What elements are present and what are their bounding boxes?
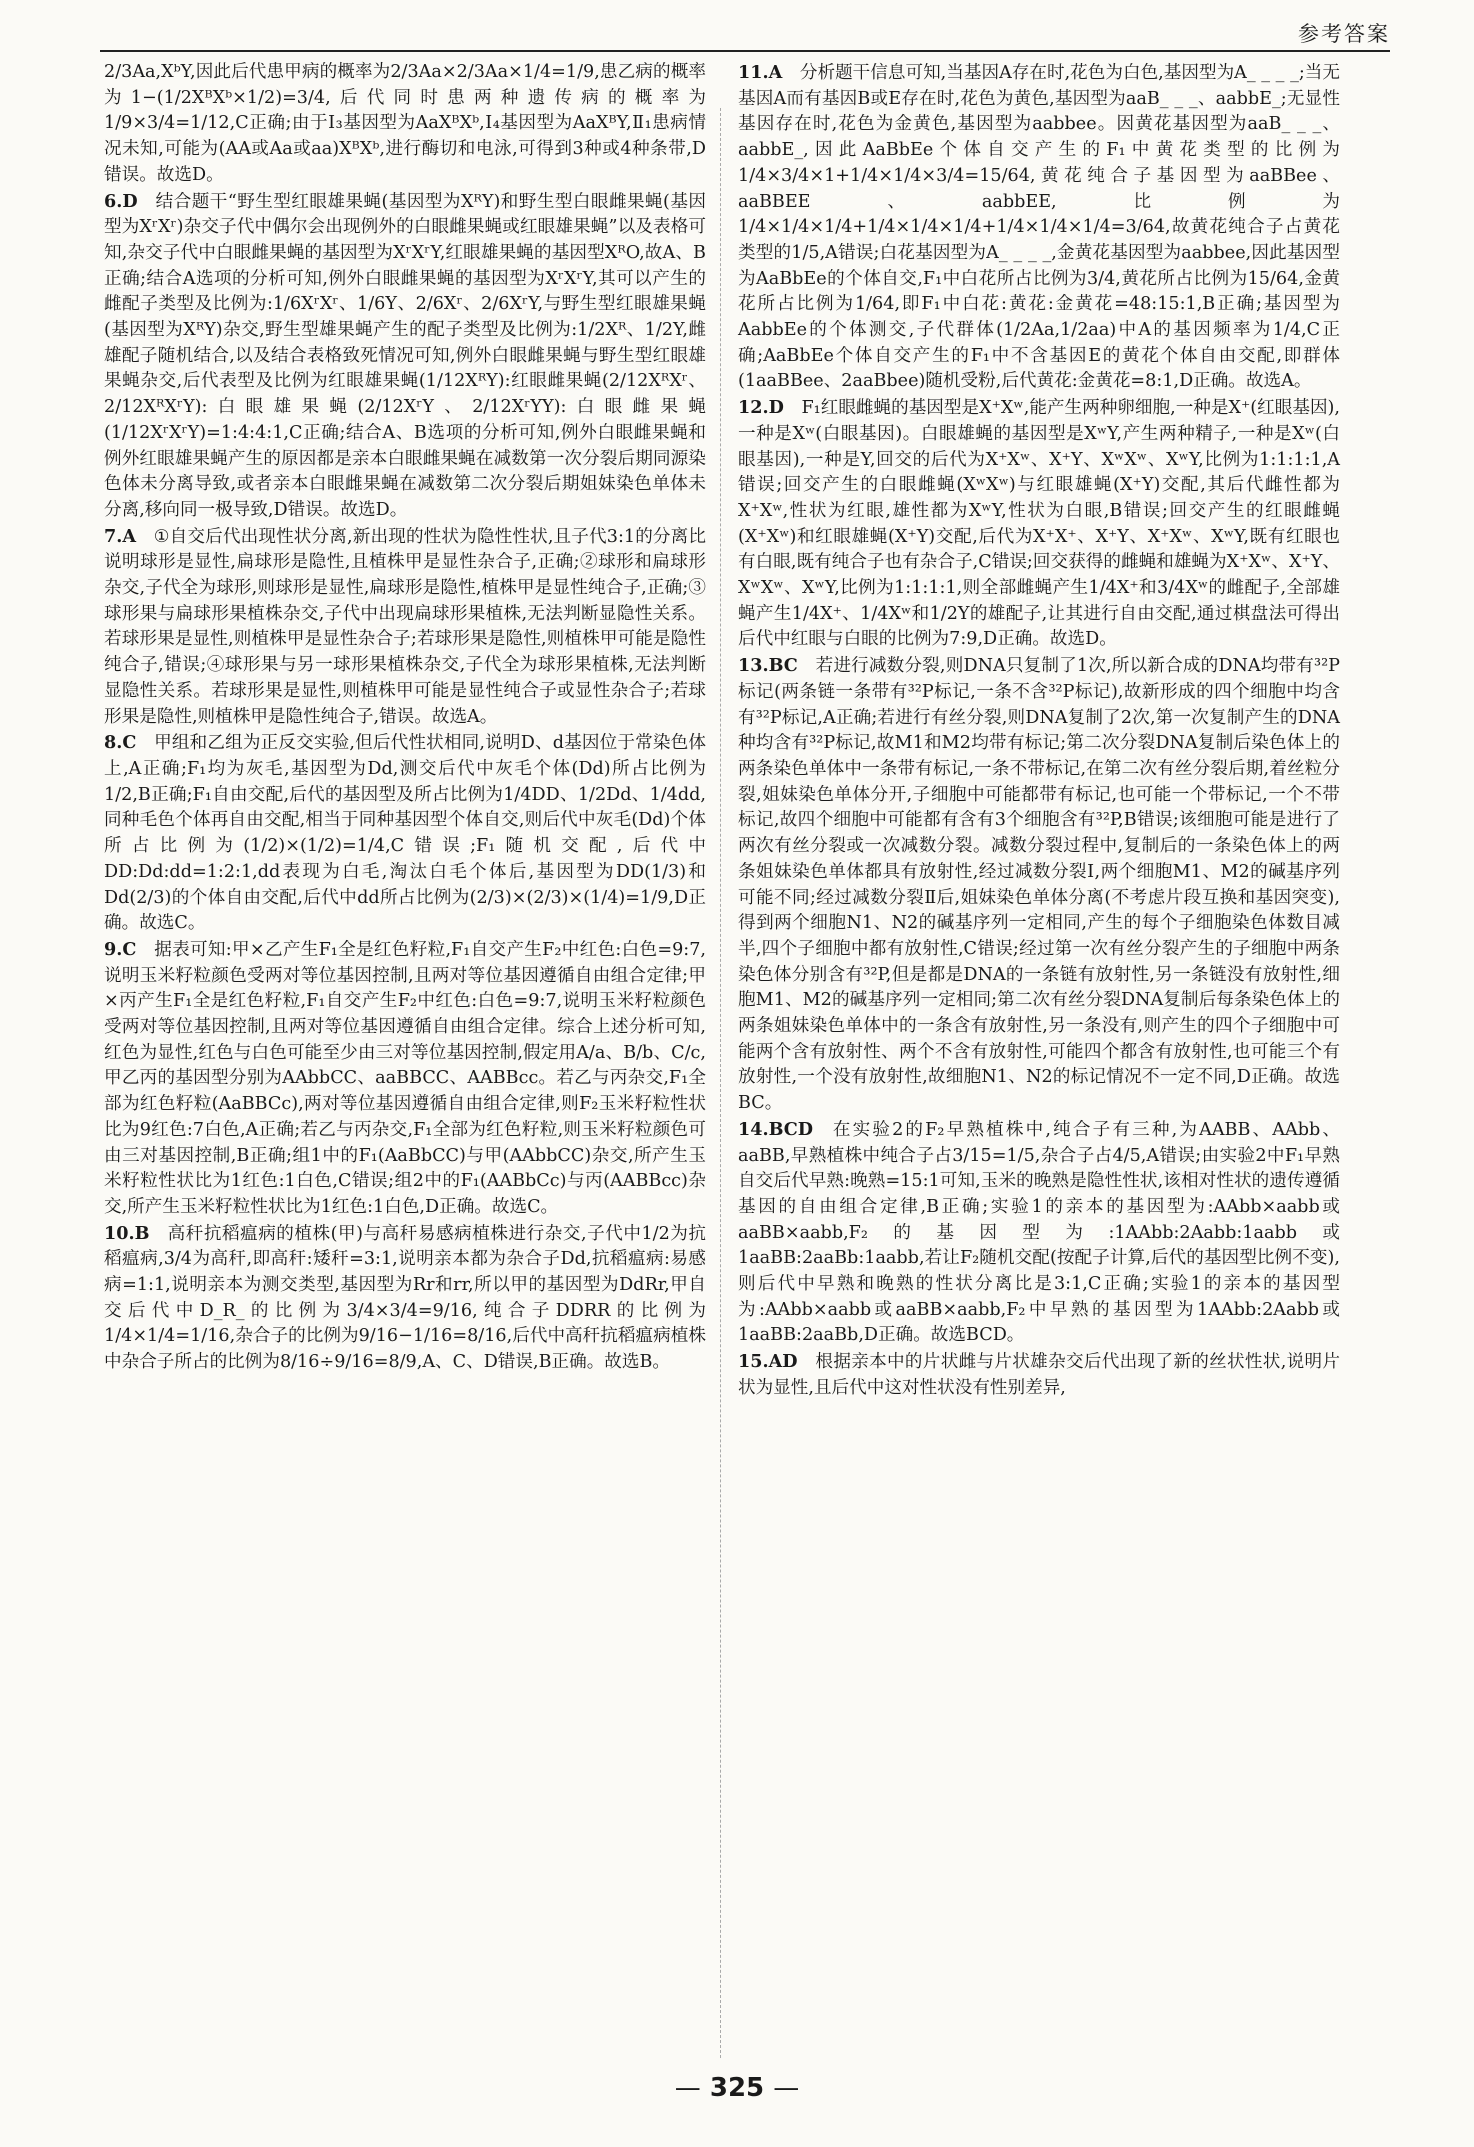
answer-text: 根据亲本中的片状雌与片状雄杂交后代出现了新的丝状性状,说明片状为显性,且后代中这对性状没有性别差异, (738, 1352, 1340, 1398)
right-answer-list (738, 60, 1340, 1402)
answer-label: 13.BC (738, 655, 798, 677)
answer-text: ①自交后代出现性状分离,新出现的性状为隐性性状,且子代3:1的分离比说明球形是显性,扁球形是隐性,且植株甲是显性杂合子,正确;②球形和扁球形杂交,子代全为球形,则球形是显性,扁球形是隐性,植株甲是显性纯合子,正确;③球形果与扁球形果植株杂交,子代中出现扁球形果植株,无法判断显隐性关系。若球形果是显性,则植株甲是显性杂合子;若球形果是隐性,则植株甲可能是隐性纯合子,错误;④球形果与另一球形果植株杂交,子代全为球形果植株,无法判断显隐性关系。若球形果是显性,则植株甲可能是显性纯合子或显性杂合子;若球形果是隐性,则植株甲是隐性纯合子,错误。故选A。 (104, 526, 706, 727)
answer-item (738, 1117, 1340, 1349)
answer-text: 分析题干信息可知,当基因A存在时,花色为白色,基因型为A_ _ _ _;当无基因A而有基因B或E存在时,花色为黄色,基因型为aaB_ _ _、aabbE_;无显性基因存在时,花色为金黄色,基因型为aabbee。因黄花基因型为aaB_ _ _、aabbE_,因此AaBbEe个体自交产生的F₁中黄花类型的比例为1/4×3/4×1+1/4×1/4×3/4=15/64,黄花纯合子基因型为aaBBee、aaBBEE、aabbEE,比例为1/4×1/4×1/4+1/4×1/4×1/4+1/4×1/4×1/4=3/64,故黄花纯合子占黄花类型的1/5,A错误;白花基因型为A_ _ _ _,金黄花基因型为aabbee,因此基因型为AaBbEe的个体自交,F₁中白花所占比例为3/4,黄花所占比例为15/64,金黄花所占比例为1/64,即F₁中白花:黄花:金黄花=48:15:1,B正确;基因型为AabbEe的个体测交,子代群体(1/2Aa,1/2aa)中A的基因频率为1/4,C正确;AaBbEe个体自交产生的F₁中不含基因E的黄花个体自由交配,即群体(1aaBBee、2aaBbee)随机受粉,后代黄花:金黄花=8:1,D正确。故选A。 (738, 63, 1340, 392)
answer-label: 8.C (104, 732, 137, 754)
answer-label: 9.C (104, 938, 137, 960)
answer-item (104, 937, 706, 1221)
column-divider (720, 108, 721, 2058)
answer-label: 14.BCD (738, 1118, 814, 1140)
answer-text: 结合题干“野生型红眼雄果蝇(基因型为XᴿY)和野生型白眼雌果蝇(基因型为XʳXʳ)杂交子代中偶尔会出现例外的白眼雌果蝇或红眼雄果蝇”以及表格可知,杂交子代中白眼雌果蝇的基因型为XʳXʳY,红眼雄果蝇的基因型XᴿO,故A、B正确;结合A选项的分析可知,例外白眼雌果蝇的基因型为XʳXʳY,其可以产生的雌配子类型及比例为:1/6XʳXʳ、1/6Y、2/6Xʳ、2/6XʳY,与野生型红眼雄果蝇(基因型为XᴿY)杂交,野生型雄果蝇产生的配子类型及比例为:1/2Xᴿ、1/2Y,雌雄配子随机结合,以及结合表格致死情况可知,例外白眼雌果蝇与野生型红眼雄果蝇杂交,后代表型及比例为红眼雄果蝇(1/12XᴿY):红眼雌果蝇(2/12XᴿXʳ、2/12XᴿXʳY):白眼雄果蝇(2/12XʳY、2/12XʳYY):白眼雌果蝇(1/12XʳXʳY)=1:4:4:1,C正确;结合A、B选项的分析可知,例外白眼雌果蝇和例外红眼雄果蝇产生的原因都是亲本白眼雌果蝇在减数第一次分裂后期同源染色体未分离导致,或者亲本白眼雌果蝇在减数第二次分裂后期姐妹染色单体未分离,移向同一极导致,D错误。故选D。 (104, 191, 706, 520)
answer-label: 10.B (104, 1222, 150, 1244)
running-header: 参考答案 (1298, 22, 1390, 46)
answer-item (104, 524, 706, 731)
answer-item (104, 1221, 706, 1376)
answer-label: 15.AD (738, 1351, 798, 1373)
intro-paragraph: 2/3Aa,XᵇY,因此后代患甲病的概率为2/3Aa×2/3Aa×1/4=1/9,患乙病的概率为1−(1/2XᴮXᵇ×1/2)=3/4,后代同时患两种遗传病的概率为1/9×3/4=1/12,C正确;由于Ⅰ₃基因型为AaXᴮXᵇ,Ⅰ₄基因型为AaXᴮY,Ⅱ₁患病情况未知,可能为(AA或Aa或aa)XᴮXᵇ,进行酶切和电泳,可得到3种或4种条带,D错误。故选D。 (104, 62, 706, 185)
answer-text: 在实验2的F₂早熟植株中,纯合子有三种,为AABB、AAbb、aaBB,早熟植株中纯合子占3/15=1/5,杂合子占4/5,A错误;由实验2中F₁早熟自交后代早熟:晚熟=15:1可知,玉米的晚熟是隐性性状,该相对性状的遗传遵循基因的自由组合定律,B正确;实验1的亲本的基因型为:AAbb×aabb或aaBB×aabb,F₂的基因型为:1AAbb:2Aabb:1aabb或1aaBB:2aaBb:1aabb,若让F₂随机交配(按配子计算,后代的基因型比例不变),则后代中早熟和晚熟的性状分离比是3:1,C正确;实验1的亲本的基因型为:AAbb×aabb或aaBB×aabb,F₂中早熟的基因型为1AAbb:2Aabb或1aaBB:2aaBb,D正确。故选BCD。 (738, 1119, 1340, 1346)
right-column (738, 60, 1340, 1402)
answer-label: 11.A (738, 62, 783, 83)
answer-label: 6.D (104, 190, 138, 212)
answer-label: 12.D (738, 397, 784, 419)
answer-item (738, 1349, 1340, 1401)
page-number-text: 325 (709, 2073, 765, 2103)
answer-text: 若进行减数分裂,则DNA只复制了1次,所以新合成的DNA均带有³²P标记(两条链一条带有³²P标记,一条不含³²P标记),故新形成的四个细胞中均含有³²P标记,A正确;若进行有丝分裂,则DNA复制了2次,第一次复制产生的DNA种均含有³²P标记,故M1和M2均带有标记;第二次分裂DNA复制后染色体上的两条染色单体中一条带有标记,一条不带标记,在第二次有丝分裂后期,着丝粒分裂,姐妹染色单体分开,子细胞中可能都带有标记,也可能一个带标记,一个不带标记,故四个细胞中可能都有含有3个细胞含有³²P,B错误;该细胞可能是进行了两次有丝分裂或一次减数分裂。减数分裂过程中,复制后的一条染色体上的两条姐妹染色单体都具有放射性,经过减数分裂Ⅰ,两个细胞M1、M2的碱基序列可能不同;经过减数分裂Ⅱ后,姐妹染色单体分离(不考虑片段互换和基因突变),得到两个细胞N1、N2的碱基序列一定相同,产生的每个子细胞染色体数目减半,四个子细胞中都有放射性,C错误;经过第一次有丝分裂产生的子细胞中两条染色体分别含有³²P,但是都是DNA的一条链有放射性,另一条链没有放射性,细胞M1、M2的碱基序列一定相同;第二次有丝分裂DNA复制后每条染色体上的两条姐妹染色单体中的一条含有放射性,另一条没有,则产生的四个子细胞中可能两个含有放射性、两个不含有放射性,可能四个都含有放射性,也可能三个有放射性,一个没有放射性,故细胞N1、N2的标记情况不一定不同,D正确。故选BC。 (738, 656, 1340, 1114)
left-answer-list (104, 189, 706, 1376)
answer-item (104, 730, 706, 937)
answer-item (104, 189, 706, 524)
dash-right: — (773, 2073, 800, 2103)
dash-left: — (674, 2073, 701, 2103)
answer-label: 7.A (104, 525, 137, 547)
left-column (104, 60, 706, 1376)
answer-item (738, 60, 1340, 395)
answer-item (738, 653, 1340, 1117)
answer-item (738, 395, 1340, 653)
page-number (0, 2073, 1474, 2103)
answer-text: F₁红眼雌蝇的基因型是X⁺Xʷ,能产生两种卵细胞,一种是X⁺(红眼基因),一种是Xʷ(白眼基因)。白眼雄蝇的基因型是XʷY,产生两种精子,一种是Xʷ(白眼基因),一种是Y,回交的后代为X⁺Xʷ、X⁺Y、XʷXʷ、XʷY,比例为1:1:1:1,A错误;回交产生的白眼雌蝇(XʷXʷ)与红眼雄蝇(X⁺Y)交配,其后代雌性都为X⁺Xʷ,性状为红眼,雄性都为XʷY,性状为白眼,B错误;回交产生的红眼雌蝇(X⁺Xʷ)和红眼雄蝇(X⁺Y)交配,后代为X⁺X⁺、X⁺Y、X⁺Xʷ、XʷY,既有红眼也有白眼,既有纯合子也有杂合子,C错误;回交获得的雌蝇和雄蝇为X⁺Xʷ、X⁺Y、XʷXʷ、XʷY,比例为1:1:1:1,则全部雌蝇产生1/4X⁺和3/4Xʷ的雌配子,全部雄蝇产生1/4X⁺、1/4Xʷ和1/2Y的雄配子,让其进行自由交配,通过棋盘法可得出后代中红眼与白眼的比例为7:9,D正确。故选D。 (738, 398, 1340, 650)
answer-text: 高秆抗稻瘟病的植株(甲)与高秆易感病植株进行杂交,子代中1/2为抗稻瘟病,3/4为高秆,即高秆:矮秆=3:1,说明亲本都为杂合子Dd,抗稻瘟病:易感病=1:1,说明亲本为测交类型,基因型为Rr和rr,所以甲的基因型为DdRr,甲自交后代中D_R_的比例为3/4×3/4=9/16,纯合子DDRR的比例为1/4×1/4=1/16,杂合子的比例为9/16−1/16=8/16,后代中高秆抗稻瘟病植株中杂合子所占的比例为8/16÷9/16=8/9,A、C、D错误,B正确。故选B。 (104, 1223, 706, 1373)
answer-text: 据表可知:甲×乙产生F₁全是红色籽粒,F₁自交产生F₂中红色:白色=9:7,说明玉米籽粒颜色受两对等位基因控制,且两对等位基因遵循自由组合定律;甲×丙产生F₁全是红色籽粒,F₁自交产生F₂中红色:白色=9:7,说明玉米籽粒颜色受两对等位基因控制,且两对等位基因遵循自由组合定律。综合上述分析可知,红色为显性,红色与白色可能至少由三对等位基因控制,假定用A/a、B/b、C/c,甲乙丙的基因型分别为AAbbCC、aaBBCC、AABBcc。若乙与丙杂交,F₁全部为红色籽粒(AaBBCc),两对等位基因遵循自由组合定律,则F₂玉米籽粒性状比为9红色:7白色,A正确;若乙与丙杂交,F₁全部为红色籽粒,则玉米籽粒颜色可由三对基因控制,B正确;组1中的F₁(AaBbCC)与甲(AAbbCC)杂交,所产生玉米籽粒性状比为1红色:1白色,C错误;组2中的F₁(AABbCc)与丙(AABBcc)杂交,所产生玉米籽粒性状比为1红色:1白色,D正确。故选C。 (104, 939, 706, 1217)
answer-text: 甲组和乙组为正反交实验,但后代性状相同,说明D、d基因位于常染色体上,A正确;F₁均为灰毛,基因型为Dd,测交后代中灰毛个体(Dd)所占比例为1/2,B正确;F₁自由交配,后代的基因型及所占比例为1/4DD、1/2Dd、1/4dd,同种毛色个体再自由交配,相当于同种基因型个体自交,则后代中灰毛(Dd)个体所占比例为(1/2)×(1/2)=1/4,C错误;F₁随机交配,后代中DD:Dd:dd=1:2:1,dd表现为白毛,淘汰白毛个体后,基因型为DD(1/3)和Dd(2/3)的个体自由交配,后代中dd所占比例为(2/3)×(2/3)×(1/4)=1/9,D正确。故选C。 (104, 733, 706, 934)
header-rule (100, 50, 1390, 52)
